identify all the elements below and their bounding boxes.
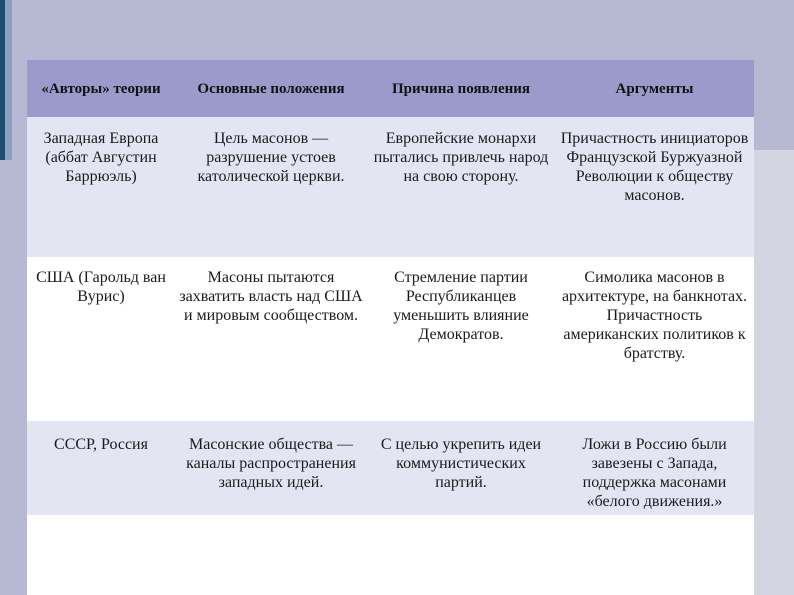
cell-main-points: Масонские общества — каналы распространения западных идей.: [175, 421, 367, 515]
cell-main-points: Цель масонов — разрушение устоев католической церкви.: [175, 117, 367, 257]
table-row: [27, 421, 754, 515]
header-authors: «Авторы» теории: [27, 60, 175, 117]
cell-reason: Стремление партии Республиканцев уменьшить влияние Демократов.: [367, 257, 555, 421]
slide-background-right: [754, 150, 794, 595]
cell-authors: США (Гарольд ван Вурис): [27, 257, 175, 421]
cell-reason: Европейские монархи пытались привлечь народ на свою сторону.: [367, 117, 555, 257]
header-reason: Причина появления: [367, 60, 555, 117]
table-row: [27, 117, 754, 257]
slide-background-left: [0, 150, 27, 595]
cell-authors: СССР, Россия: [27, 421, 175, 515]
cell-reason: С целью укрепить идеи коммунистических партий.: [367, 421, 555, 515]
header-main-points: Основные положения: [175, 60, 367, 117]
table-header-row: [27, 60, 754, 117]
cell-arguments: Симолика масонов в архитектуре, на банкнотах. Причастность американских политиков к братству.: [555, 257, 754, 421]
cell-arguments: Причастность инициаторов Французской Буржуазной Революции к обществу масонов.: [555, 117, 754, 257]
theories-table: [27, 60, 754, 515]
cell-main-points: Масоны пытаются захватить власть над США и мировым сообществом.: [175, 257, 367, 421]
header-arguments: Аргументы: [555, 60, 754, 117]
table-row: [27, 257, 754, 421]
cell-authors: Западная Европа (аббат Августин Баррюэль): [27, 117, 175, 257]
decorative-stripe-light: [5, 0, 12, 160]
cell-arguments: Ложи в Россию были завезены с Запада, поддержка масонами «белого движения.»: [555, 421, 754, 515]
